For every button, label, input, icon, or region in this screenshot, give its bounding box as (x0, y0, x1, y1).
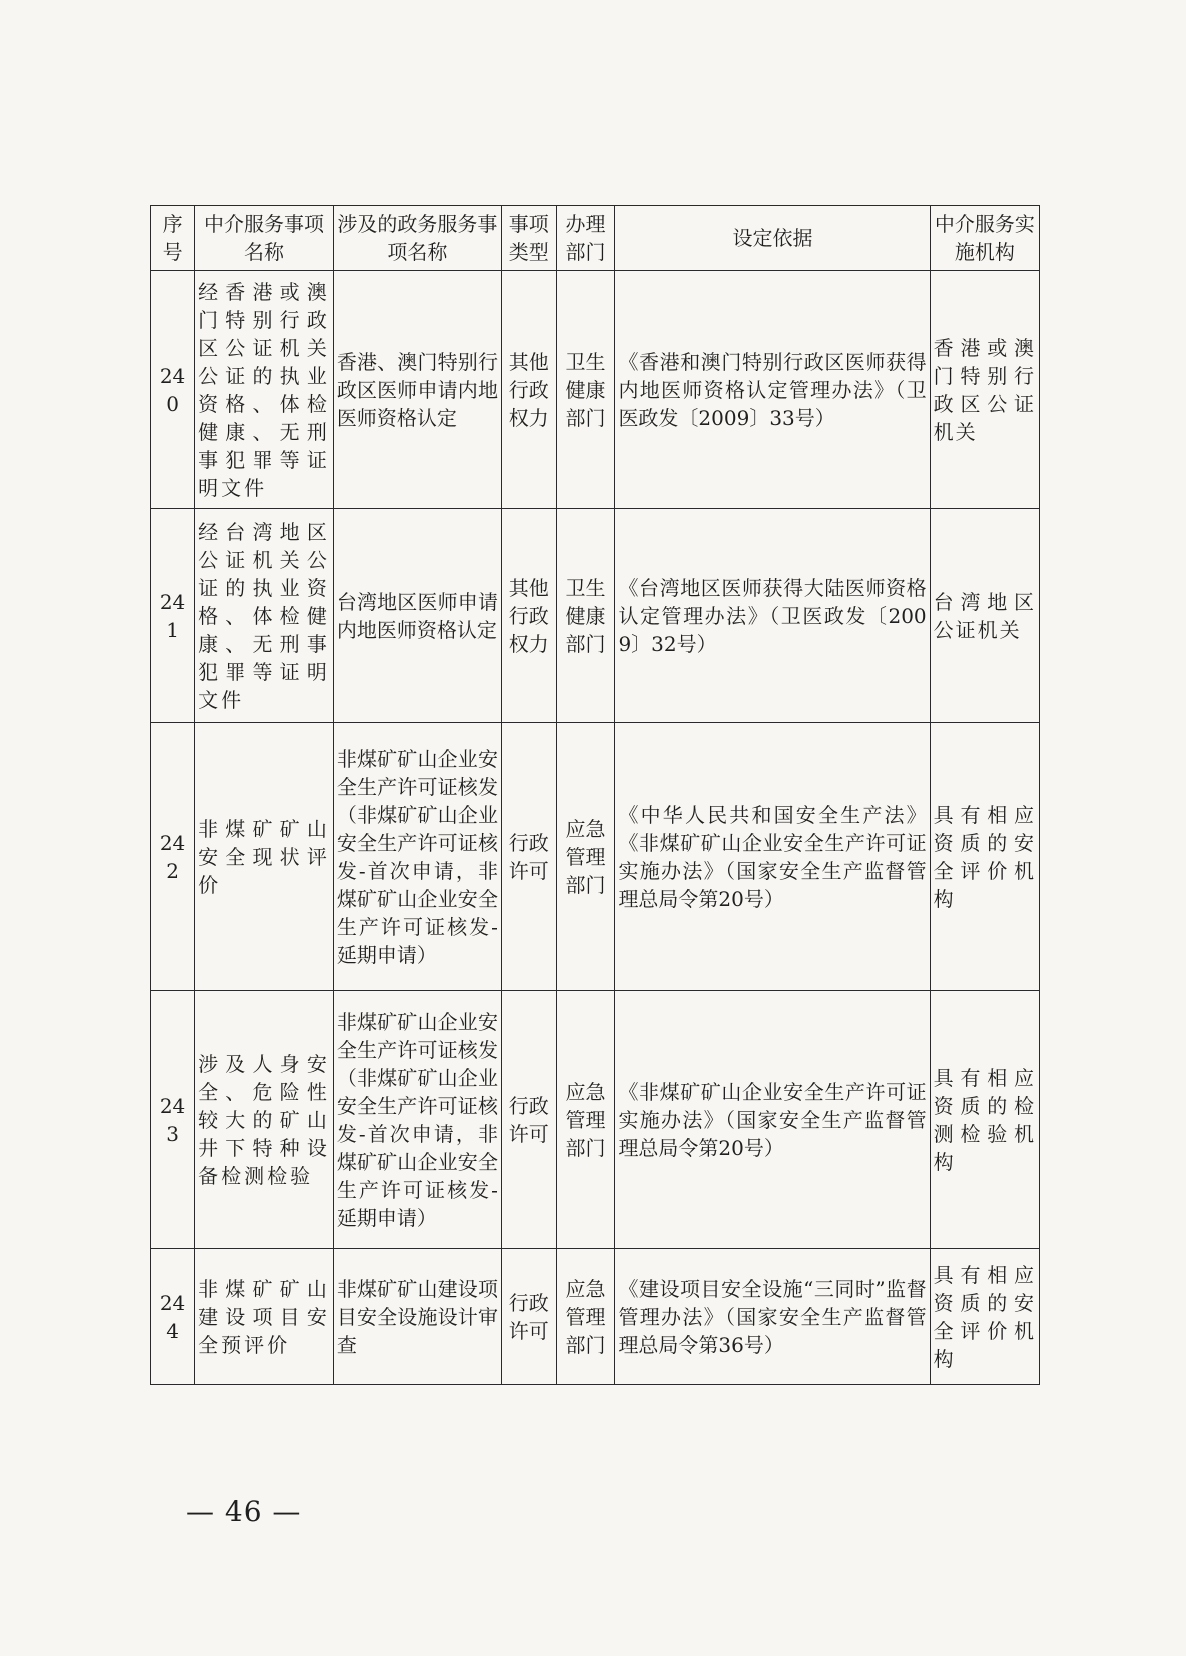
header-dept: 办理部门 (556, 206, 615, 271)
page-number: — 46 — (186, 1495, 302, 1528)
services-table (150, 205, 1040, 1385)
row-type: 行政许可 (501, 991, 556, 1249)
header-service-name: 中介服务事项名称 (195, 206, 334, 271)
row-agency: 具有相应资质的检测检验机构 (930, 991, 1039, 1249)
row-service-name: 非煤矿矿山安全现状评价 (195, 723, 334, 991)
row-seq: 244 (151, 1249, 195, 1385)
row-type: 其他行政权力 (501, 271, 556, 509)
header-seq: 序号 (151, 206, 195, 271)
row-basis: 《香港和澳门特别行政区医师获得内地医师资格认定管理办法》（卫医政发〔2009〕33号） (615, 271, 930, 509)
table-row (151, 723, 1040, 991)
row-agency: 香港或澳门特别行政区公证机关 (930, 271, 1039, 509)
row-seq: 243 (151, 991, 195, 1249)
row-basis: 《非煤矿矿山企业安全生产许可证实施办法》（国家安全生产监督管理总局令第20号） (615, 991, 930, 1249)
row-agency: 具有相应资质的安全评价机构 (930, 1249, 1039, 1385)
row-gov-item: 非煤矿矿山企业安全生产许可证核发（非煤矿矿山企业安全生产许可证核发-首次申请，非煤矿矿山企业安全生产许可证核发-延期申请） (333, 723, 501, 991)
header-type: 事项类型 (501, 206, 556, 271)
row-dept: 应急管理部门 (556, 991, 615, 1249)
row-basis: 《建设项目安全设施“三同时”监督管理办法》（国家安全生产监督管理总局令第36号） (615, 1249, 930, 1385)
row-gov-item: 香港、澳门特别行政区医师申请内地医师资格认定 (333, 271, 501, 509)
row-gov-item: 非煤矿矿山企业安全生产许可证核发（非煤矿矿山企业安全生产许可证核发-首次申请，非煤矿矿山企业安全生产许可证核发-延期申请） (333, 991, 501, 1249)
row-service-name: 非煤矿矿山建设项目安全预评价 (195, 1249, 334, 1385)
row-service-name: 经台湾地区公证机关公证的执业资格、体检健康、无刑事犯罪等证明文件 (195, 509, 334, 723)
row-agency: 台湾地区公证机关 (930, 509, 1039, 723)
table-row (151, 1249, 1040, 1385)
row-agency: 具有相应资质的安全评价机构 (930, 723, 1039, 991)
row-dept: 卫生健康部门 (556, 271, 615, 509)
header-gov-item: 涉及的政务服务事项名称 (333, 206, 501, 271)
header-agency: 中介服务实施机构 (930, 206, 1039, 271)
row-dept: 应急管理部门 (556, 1249, 615, 1385)
row-basis: 《中华人民共和国安全生产法》《非煤矿矿山企业安全生产许可证实施办法》（国家安全生产监督管理总局令第20号） (615, 723, 930, 991)
table-row (151, 271, 1040, 509)
table-row (151, 509, 1040, 723)
row-type: 行政许可 (501, 1249, 556, 1385)
row-gov-item: 台湾地区医师申请内地医师资格认定 (333, 509, 501, 723)
row-dept: 卫生健康部门 (556, 509, 615, 723)
row-seq: 242 (151, 723, 195, 991)
row-type: 其他行政权力 (501, 509, 556, 723)
row-basis: 《台湾地区医师获得大陆医师资格认定管理办法》（卫医政发〔2009〕32号） (615, 509, 930, 723)
row-seq: 241 (151, 509, 195, 723)
row-type: 行政许可 (501, 723, 556, 991)
table-row (151, 991, 1040, 1249)
row-gov-item: 非煤矿矿山建设项目安全设施设计审查 (333, 1249, 501, 1385)
row-seq: 240 (151, 271, 195, 509)
row-service-name: 涉及人身安全、危险性较大的矿山井下特种设备检测检验 (195, 991, 334, 1249)
row-service-name: 经香港或澳门特别行政区公证机关公证的执业资格、体检健康、无刑事犯罪等证明文件 (195, 271, 334, 509)
row-dept: 应急管理部门 (556, 723, 615, 991)
header-row (151, 206, 1040, 271)
header-basis: 设定依据 (615, 206, 930, 271)
